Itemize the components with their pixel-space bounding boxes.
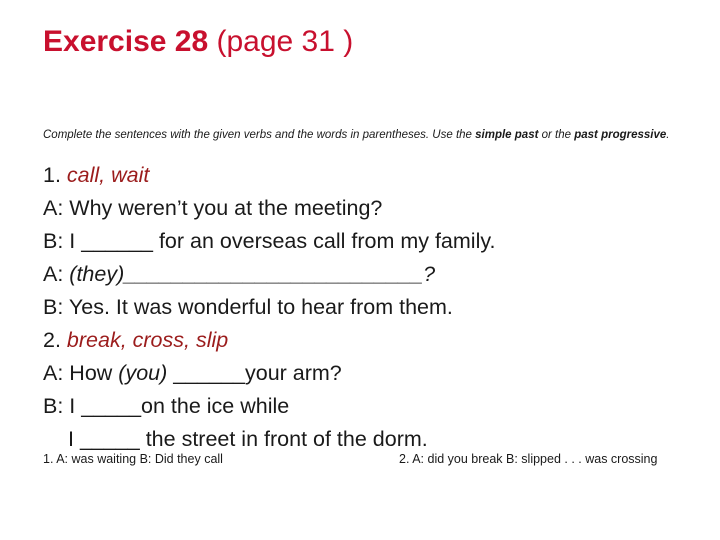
instructions-text-3: . [666,129,670,141]
answer-key-2: 2. A: did you break B: slipped . . . was crossing [399,452,658,466]
instructions-text-2: or the [538,129,575,141]
instructions [43,128,683,142]
dialogue-2-line-a1 [43,357,495,390]
title-page-ref: (page 31 ) [208,25,354,58]
dialogue-1-line-a2 [43,258,495,291]
item-2-number: 2. [43,328,67,352]
dialogue-2-line-b1-continued: I _____ the street in front of the dorm. [68,427,428,451]
dialogue-1-line-b1: B: I ______ for an overseas call from my family. [43,229,496,253]
answer-key-1: 1. A: was waiting B: Did they call [43,452,223,466]
instructions-past-progressive: past progressive [574,129,667,141]
dialogue-2-a1-rest: ______your arm? [167,361,342,385]
dialogue-2-a1-prefix: A: How [43,361,119,385]
item-1-number: 1. [43,163,67,187]
item-1-verbs: call, wait [66,163,150,187]
slide-title [43,22,353,62]
instructions-simple-past: simple past [475,129,539,141]
dialogue-2-a1-you: (you) [118,361,168,385]
title-exercise: Exercise 28 [43,25,209,58]
exercise-body [43,159,495,456]
item-2-verbs: break, cross, slip [66,328,229,352]
item-2-heading [43,324,495,357]
dialogue-1-a2-prefix: A: [43,262,70,286]
instructions-text-1: Complete the sentences with the given verbs and the words in parentheses. Use the [43,129,476,141]
dialogue-1-a2-blank: (they)_________________________? [69,262,436,286]
dialogue-2-line-b1: B: I _____on the ice while [43,394,290,418]
dialogue-1-line-a1: A: Why weren’t you at the meeting? [43,196,383,220]
dialogue-1-line-b2: B: Yes. It was wonderful to hear from them. [43,295,453,319]
item-1-heading [43,159,495,192]
